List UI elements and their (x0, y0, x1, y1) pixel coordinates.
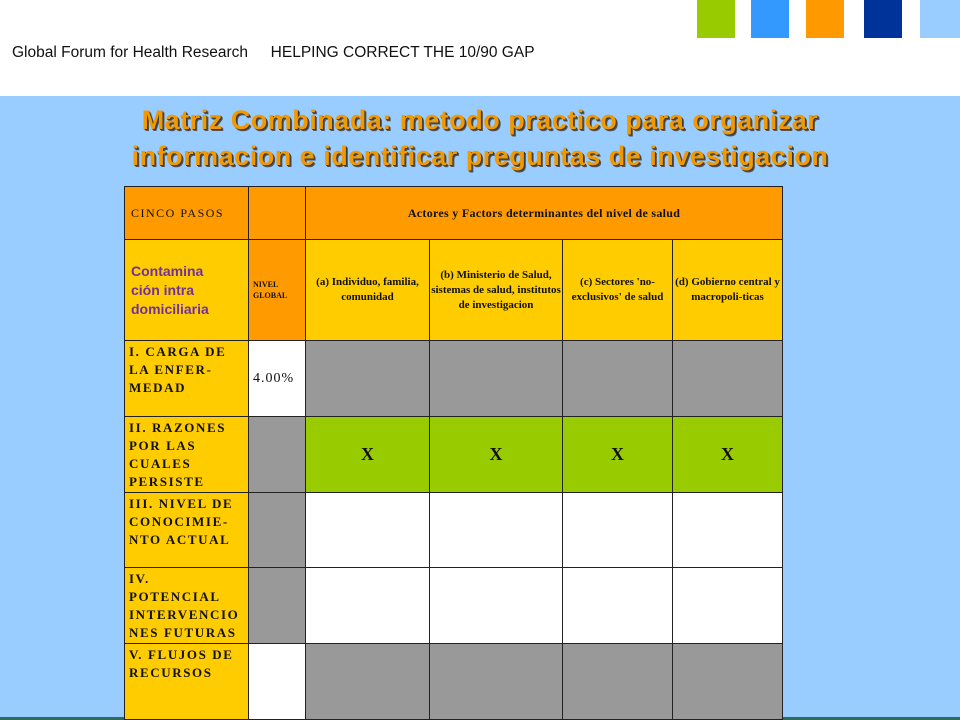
table-row (125, 417, 783, 493)
column-header-d: (d) Gobierno central y macropoli-ticas (673, 240, 783, 341)
title-line-1: Matriz Combinada: metodo practico para organizar (141, 105, 819, 135)
row-label: IV. POTENCIAL INTERVENCIO NES FUTURAS (125, 568, 249, 644)
matrix-cell (673, 644, 783, 720)
table-header-row (125, 187, 783, 240)
row-label: I. CARGA DE LA ENFER- MEDAD (125, 341, 249, 417)
x-mark-cell: X (306, 417, 430, 493)
header-blank-cell (249, 187, 306, 240)
header-text (12, 44, 535, 62)
matrix-cell (563, 568, 673, 644)
table-row (125, 341, 783, 417)
nivel-value (249, 568, 306, 644)
column-header-row (125, 240, 783, 341)
matrix-cell (673, 568, 783, 644)
green-square (697, 0, 735, 38)
slide-title (60, 102, 900, 174)
matrix-cell (430, 568, 563, 644)
nivel-value (249, 493, 306, 568)
matrix-cell (306, 493, 430, 568)
nivel-value: 4.00% (249, 341, 306, 417)
matrix-cell (430, 341, 563, 417)
tagline: HELPING CORRECT THE 10/90 GAP (270, 44, 535, 61)
matrix-cell (563, 493, 673, 568)
matrix-cell (563, 341, 673, 417)
matrix-cell (430, 493, 563, 568)
row-label: II. RAZONES POR LAS CUALES PERSISTE (125, 417, 249, 493)
column-header-b: (b) Ministerio de Salud, sistemas de salud, institutos de investigacion (430, 240, 563, 341)
combined-matrix-table (124, 186, 783, 720)
column-header-c: (c) Sectores 'no-exclusivos' de salud (563, 240, 673, 341)
org-name: Global Forum for Health Research (12, 44, 249, 61)
nivel-value (249, 417, 306, 493)
x-mark-cell: X (563, 417, 673, 493)
table-row (125, 568, 783, 644)
matrix-cell (430, 644, 563, 720)
matrix-cell (563, 644, 673, 720)
table-row (125, 493, 783, 568)
table-row (125, 644, 783, 720)
cinco-pasos-cell: CINCO PASOS (125, 187, 249, 240)
matrix-cell (306, 568, 430, 644)
pale-blue-square (920, 0, 960, 38)
matrix-cell (673, 493, 783, 568)
row-label: V. FLUJOS DE RECURSOS (125, 644, 249, 720)
nivel-value (249, 644, 306, 720)
row-label: III. NIVEL DE CONOCIMIE- NTO ACTUAL (125, 493, 249, 568)
actores-header-cell: Actores y Factors determinantes del nivel de salud (306, 187, 783, 240)
top-bar (0, 0, 960, 96)
orange-square (806, 0, 844, 38)
x-mark-cell: X (430, 417, 563, 493)
topic-cell: Contamina ción intra domiciliaria (125, 240, 249, 341)
light-blue-square (751, 0, 789, 38)
matrix-cell (306, 341, 430, 417)
x-mark-cell: X (673, 417, 783, 493)
nivel-global-cell: NIVEL GLOBAL (249, 240, 306, 341)
navy-square (864, 0, 902, 38)
matrix-cell (306, 644, 430, 720)
column-header-a: (a) Individuo, familia, comunidad (306, 240, 430, 341)
title-line-2: informacion e identificar preguntas de investigacion (131, 141, 829, 171)
matrix-cell (673, 341, 783, 417)
